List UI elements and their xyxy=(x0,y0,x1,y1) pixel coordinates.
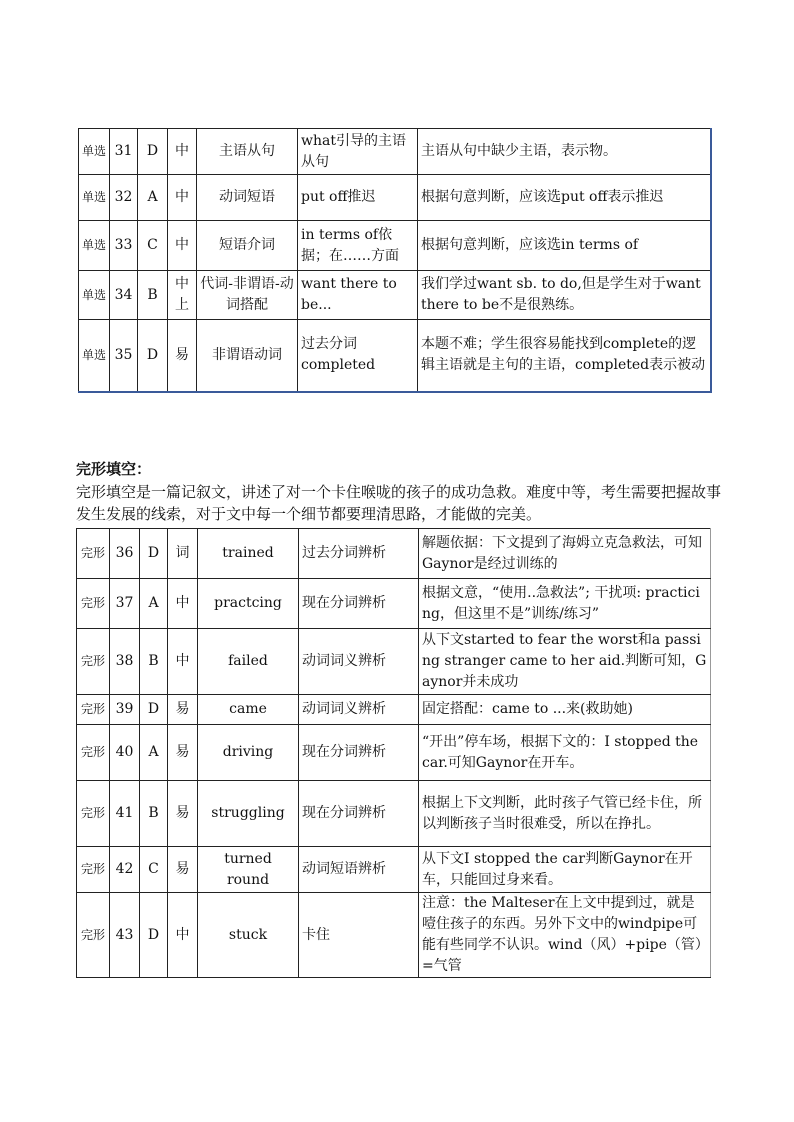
table-row xyxy=(79,129,711,175)
question-type-cell: 单选 xyxy=(79,221,110,271)
question-number-cell: 42 xyxy=(110,847,140,893)
question-number-cell: 36 xyxy=(110,529,140,579)
answer-word-cell: turned round xyxy=(198,847,299,893)
knowledge-point-cell: 现在分词辨析 xyxy=(299,725,419,781)
difficulty-cell: 中 xyxy=(168,629,198,695)
difficulty-cell: 中 xyxy=(168,579,198,629)
detail-cell: in terms of依据；在……方面 xyxy=(298,221,418,271)
knowledge-point-cell: 动词短语辨析 xyxy=(299,847,419,893)
explanation-cell: 从下文started to fear the worst和a passing stranger came to her aid.判断可知，Gaynor并未成功 xyxy=(419,629,711,695)
question-number-cell: 35 xyxy=(110,320,138,392)
question-number-cell: 41 xyxy=(110,781,140,847)
explanation-cell: 根据句意判断，应该选in terms of xyxy=(418,221,711,271)
knowledge-point-cell: 动词短语 xyxy=(197,175,298,221)
detail-cell: 过去分词completed xyxy=(298,320,418,392)
question-number-cell: 34 xyxy=(110,271,138,320)
answer-cell: C xyxy=(140,847,168,893)
table-row xyxy=(77,695,711,725)
table-row xyxy=(77,579,711,629)
difficulty-cell: 中 xyxy=(168,893,198,978)
difficulty-cell: 词 xyxy=(168,529,198,579)
question-number-cell: 39 xyxy=(110,695,140,725)
explanation-cell: 固定搭配：came to ...来(救助她) xyxy=(419,695,711,725)
question-type-cell: 完形 xyxy=(77,695,110,725)
knowledge-point-cell: 过去分词辨析 xyxy=(299,529,419,579)
difficulty-cell: 易 xyxy=(168,725,198,781)
difficulty-cell: 中 xyxy=(168,221,197,271)
cloze-analysis-table xyxy=(76,528,711,978)
knowledge-point-cell: 短语介词 xyxy=(197,221,298,271)
explanation-cell: 从下文I stopped the car判断Gaynor在开车，只能回过身来看。 xyxy=(419,847,711,893)
answer-cell: A xyxy=(140,579,168,629)
table-row xyxy=(77,629,711,695)
detail-cell: what引导的主语从句 xyxy=(298,129,418,175)
knowledge-point-cell: 动词词义辨析 xyxy=(299,629,419,695)
answer-cell: B xyxy=(140,629,168,695)
question-type-cell: 完形 xyxy=(77,847,110,893)
question-type-cell: 单选 xyxy=(79,271,110,320)
difficulty-cell: 易 xyxy=(168,781,198,847)
answer-cell: B xyxy=(140,781,168,847)
explanation-cell: 主语从句中缺少主语，表示物。 xyxy=(418,129,711,175)
question-type-cell: 完形 xyxy=(77,781,110,847)
question-type-cell: 完形 xyxy=(77,529,110,579)
explanation-cell: 根据上下文判断，此时孩子气管已经卡住，所以判断孩子当时很难受，所以在挣扎。 xyxy=(419,781,711,847)
table-row xyxy=(79,271,711,320)
answer-cell: A xyxy=(138,175,168,221)
knowledge-point-cell: 卡住 xyxy=(299,893,419,978)
question-number-cell: 38 xyxy=(110,629,140,695)
difficulty-cell: 易 xyxy=(168,695,198,725)
explanation-cell: 我们学过want sb. to do,但是学生对于want there to be不是很熟练。 xyxy=(418,271,711,320)
detail-cell: put off推迟 xyxy=(298,175,418,221)
grammar-analysis-table xyxy=(78,128,712,393)
answer-word-cell: failed xyxy=(198,629,299,695)
knowledge-point-cell: 现在分词辨析 xyxy=(299,579,419,629)
explanation-cell: 根据句意判断，应该选put off表示推迟 xyxy=(418,175,711,221)
answer-cell: D xyxy=(140,529,168,579)
detail-cell: want there to be... xyxy=(298,271,418,320)
question-type-cell: 完形 xyxy=(77,893,110,978)
table-row xyxy=(77,529,711,579)
answer-cell: A xyxy=(140,725,168,781)
question-number-cell: 37 xyxy=(110,579,140,629)
difficulty-cell: 中 xyxy=(168,129,197,175)
answer-cell: B xyxy=(138,271,168,320)
answer-word-cell: struggling xyxy=(198,781,299,847)
question-type-cell: 完形 xyxy=(77,579,110,629)
knowledge-point-cell: 主语从句 xyxy=(197,129,298,175)
table-row xyxy=(77,781,711,847)
knowledge-point-cell: 非谓语动词 xyxy=(197,320,298,392)
question-number-cell: 31 xyxy=(110,129,138,175)
question-type-cell: 单选 xyxy=(79,175,110,221)
table-row xyxy=(77,725,711,781)
question-number-cell: 33 xyxy=(110,221,138,271)
answer-word-cell: trained xyxy=(198,529,299,579)
question-type-cell: 完形 xyxy=(77,629,110,695)
question-number-cell: 40 xyxy=(110,725,140,781)
answer-cell: D xyxy=(138,320,168,392)
table-row xyxy=(79,320,711,392)
knowledge-point-cell: 现在分词辨析 xyxy=(299,781,419,847)
explanation-cell: “开出”停车场，根据下文的：I stopped the car.可知Gaynor在开车。 xyxy=(419,725,711,781)
question-number-cell: 43 xyxy=(110,893,140,978)
table-row xyxy=(77,847,711,893)
answer-cell: D xyxy=(140,893,168,978)
difficulty-cell: 中 xyxy=(168,175,197,221)
question-type-cell: 单选 xyxy=(79,129,110,175)
question-number-cell: 32 xyxy=(110,175,138,221)
explanation-cell: 根据文意，“使用..急救法”; 干扰项: practicing，但这里不是”训练/练习” xyxy=(419,579,711,629)
explanation-cell: 解题依据：下文提到了海姆立克急救法，可知Gaynor是经过训练的 xyxy=(419,529,711,579)
knowledge-point-cell: 代词-非谓语-动词搭配 xyxy=(197,271,298,320)
difficulty-cell: 易 xyxy=(168,320,197,392)
answer-word-cell: practcing xyxy=(198,579,299,629)
explanation-cell: 本题不难；学生很容易能找到complete的逻辑主语就是主句的主语，completed表示被动 xyxy=(418,320,711,392)
answer-word-cell: came xyxy=(198,695,299,725)
answer-word-cell: stuck xyxy=(198,893,299,978)
section-description: 完形填空是一篇记叙文，讲述了对一个卡住喉咙的孩子的成功急救。难度中等，考生需要把握故事发生发展的线索，对于文中每一个细节都要理清思路，才能做的完美。 xyxy=(76,483,722,523)
explanation-cell: 注意：the Malteser在上文中提到过，就是噎住孩子的东西。另外下文中的windpipe可能有些同学不认识。wind（风）+pipe（管）=气管 xyxy=(419,893,711,978)
answer-cell: D xyxy=(140,695,168,725)
difficulty-cell: 易 xyxy=(168,847,198,893)
answer-cell: D xyxy=(138,129,168,175)
table-row xyxy=(79,221,711,271)
difficulty-cell: 中上 xyxy=(168,271,197,320)
table-row xyxy=(79,175,711,221)
question-type-cell: 单选 xyxy=(79,320,110,392)
question-type-cell: 完形 xyxy=(77,725,110,781)
answer-word-cell: driving xyxy=(198,725,299,781)
knowledge-point-cell: 动词词义辨析 xyxy=(299,695,419,725)
table-row xyxy=(77,893,711,978)
answer-cell: C xyxy=(138,221,168,271)
section-title: 完形填空： xyxy=(76,460,152,478)
